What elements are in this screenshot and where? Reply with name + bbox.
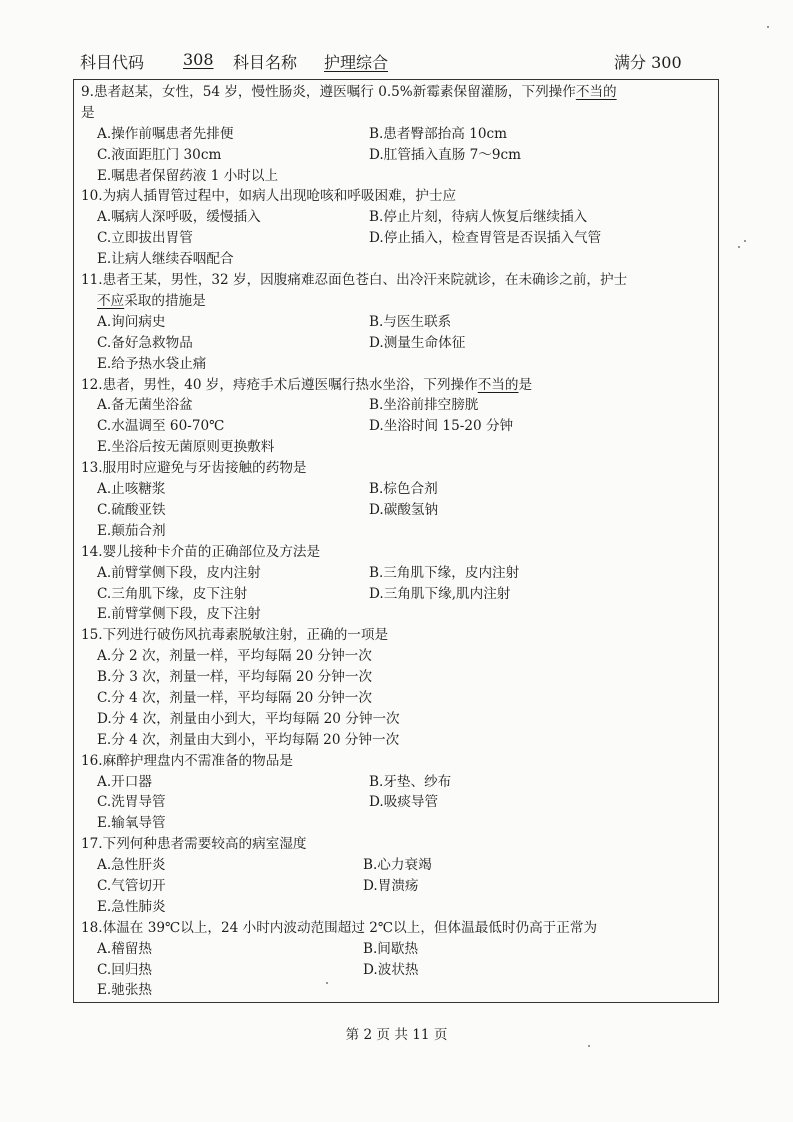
- option-d: D.吸痰导管: [369, 794, 439, 811]
- question-stem: 13.服用时应避免与牙齿接触的药物是: [81, 460, 307, 477]
- option-d: D.分 4 次，剂量由小到大，平均每隔 20 分钟一次: [97, 710, 400, 727]
- option-d: D.碳酸氢钠: [369, 501, 439, 518]
- option-a: A.开口器: [97, 773, 152, 790]
- question-12: [81, 375, 715, 459]
- option-a: A.询问病史: [97, 313, 166, 330]
- option-b: B.牙垫、纱布: [369, 773, 452, 790]
- subject-code-value: 308: [183, 50, 214, 69]
- question-9: [81, 82, 715, 186]
- option-b: B.心力衰竭: [363, 857, 432, 874]
- option-c: C.水温调至 60-70℃: [97, 418, 225, 435]
- option-e: E.驰张热: [97, 982, 153, 999]
- subject-code-label: 科目代码: [80, 53, 145, 72]
- option-e: E.前臂掌侧下段，皮下注射: [97, 606, 261, 623]
- page-number: 第 2 页 共 11 页: [345, 1027, 448, 1043]
- option-d: D.停止插入，检查胃管是否误插入气管: [369, 230, 602, 247]
- question-17: [81, 834, 715, 918]
- option-c: C.洗胃导管: [97, 794, 166, 811]
- scan-speck: [767, 26, 769, 28]
- option-b: B.棕色合剂: [369, 481, 438, 498]
- question-15: [81, 625, 715, 750]
- option-b: B.患者臀部抬高 10cm: [369, 125, 507, 142]
- option-c: C.备好急救物品: [97, 334, 193, 351]
- option-e: E.分 4 次，剂量由大到小，平均每隔 20 分钟一次: [97, 731, 400, 748]
- option-b: B.分 3 次，剂量一样，平均每隔 20 分钟一次: [97, 669, 373, 686]
- question-stem: 11.患者王某，男性，32 岁，因腹痛难忍面色苍白、出冷汗来院就诊，在未确诊之前，护士: [81, 272, 628, 289]
- scan-speck: [326, 982, 328, 984]
- option-e: E.让病人继续吞咽配合: [97, 251, 234, 268]
- option-e: E.嘱患者保留药液 1 小时以上: [97, 167, 279, 184]
- option-a: A.急性肝炎: [97, 857, 166, 874]
- question-stem: 14.婴儿接种卡介苗的正确部位及方法是: [81, 543, 321, 560]
- option-e: E.给予热水袋止痛: [97, 355, 207, 372]
- question-stem: 18.体温在 39℃以上，24 小时内波动范围超过 2℃以上，但体温最低时仍高于正常为: [81, 919, 598, 936]
- question-13: [81, 458, 715, 542]
- subject-name-value: 护理综合: [324, 53, 389, 72]
- option-c: C.气管切开: [97, 878, 166, 895]
- question-stem: 16.麻醉护理盘内不需准备的物品是: [81, 752, 293, 769]
- question-11: [81, 270, 715, 374]
- question-stem: 15.下列进行破伤风抗毒素脱敏注射，正确的一项是: [81, 627, 389, 644]
- option-a: A.稽留热: [97, 940, 152, 957]
- question-stem-cont: 是: [81, 104, 95, 121]
- option-a: A.止咳糖浆: [97, 481, 166, 498]
- subject-name-label: 科目名称: [233, 53, 298, 72]
- option-d: D.胃溃疡: [363, 878, 419, 895]
- option-c: C.硫酸亚铁: [97, 501, 166, 518]
- option-e: E.颠茄合剂: [97, 522, 166, 539]
- option-d: D.波状热: [363, 961, 419, 978]
- question-16: [81, 751, 715, 835]
- exam-header: [80, 50, 720, 76]
- option-b: B.停止片刻，待病人恢复后继续插入: [369, 209, 588, 226]
- option-c: C.立即拔出胃管: [97, 230, 193, 247]
- option-d: D.坐浴时间 15-20 分钟: [369, 418, 514, 435]
- question-stem: 10.为病人插胃管过程中，如病人出现呛咳和呼吸困难，护士应: [81, 188, 457, 205]
- full-score: 满分 300: [614, 53, 682, 72]
- option-d: D.肛管插入直肠 7～9cm: [369, 146, 522, 163]
- option-d: D.三角肌下缘,肌内注射: [369, 585, 511, 602]
- option-c: C.分 4 次，剂量一样，平均每隔 20 分钟一次: [97, 689, 372, 706]
- option-c: C.三角肌下缘，皮下注射: [97, 585, 248, 602]
- option-e: E.坐浴后按无菌原则更换敷料: [97, 439, 275, 456]
- option-c: C.液面距肛门 30cm: [97, 146, 222, 163]
- option-b: B.间歇热: [363, 940, 419, 957]
- question-18: [81, 918, 715, 1002]
- scan-speck: [744, 240, 746, 242]
- question-14: [81, 542, 715, 626]
- option-a: A.备无菌坐浴盆: [97, 397, 193, 414]
- option-e: E.急性肺炎: [97, 898, 166, 915]
- option-c: C.回归热: [97, 961, 153, 978]
- option-a: A.前臂掌侧下段，皮内注射: [97, 564, 261, 581]
- option-b: B.三角肌下缘，皮内注射: [369, 564, 520, 581]
- scan-speck: [588, 1045, 590, 1047]
- question-list: [81, 82, 715, 1001]
- option-d: D.测量生命体征: [369, 334, 466, 351]
- option-a: A.操作前嘱患者先排便: [97, 125, 234, 142]
- option-e: E.输氧导管: [97, 815, 166, 832]
- option-b: B.与医生联系: [369, 313, 452, 330]
- question-stem: 12.患者，男性，40 岁，痔疮手术后遵医嘱行热水坐浴，下列操作不当的是: [81, 376, 533, 393]
- question-stem: 17.下列何种患者需要较高的病室湿度: [81, 836, 307, 853]
- question-10: [81, 186, 715, 270]
- question-stem: 9.患者赵某，女性，54 岁，慢性肠炎，遵医嘱行 0.5%新霉素保留灌肠，下列操作不当的: [81, 84, 617, 100]
- option-a: A.嘱病人深呼吸，缓慢插入: [97, 209, 261, 226]
- option-b: B.坐浴前排空膀胱: [369, 397, 479, 414]
- scan-speck: [738, 246, 740, 248]
- option-a: A.分 2 次，剂量一样，平均每隔 20 分钟一次: [97, 648, 372, 665]
- question-stem-cont: 不应采取的措施是: [97, 292, 206, 309]
